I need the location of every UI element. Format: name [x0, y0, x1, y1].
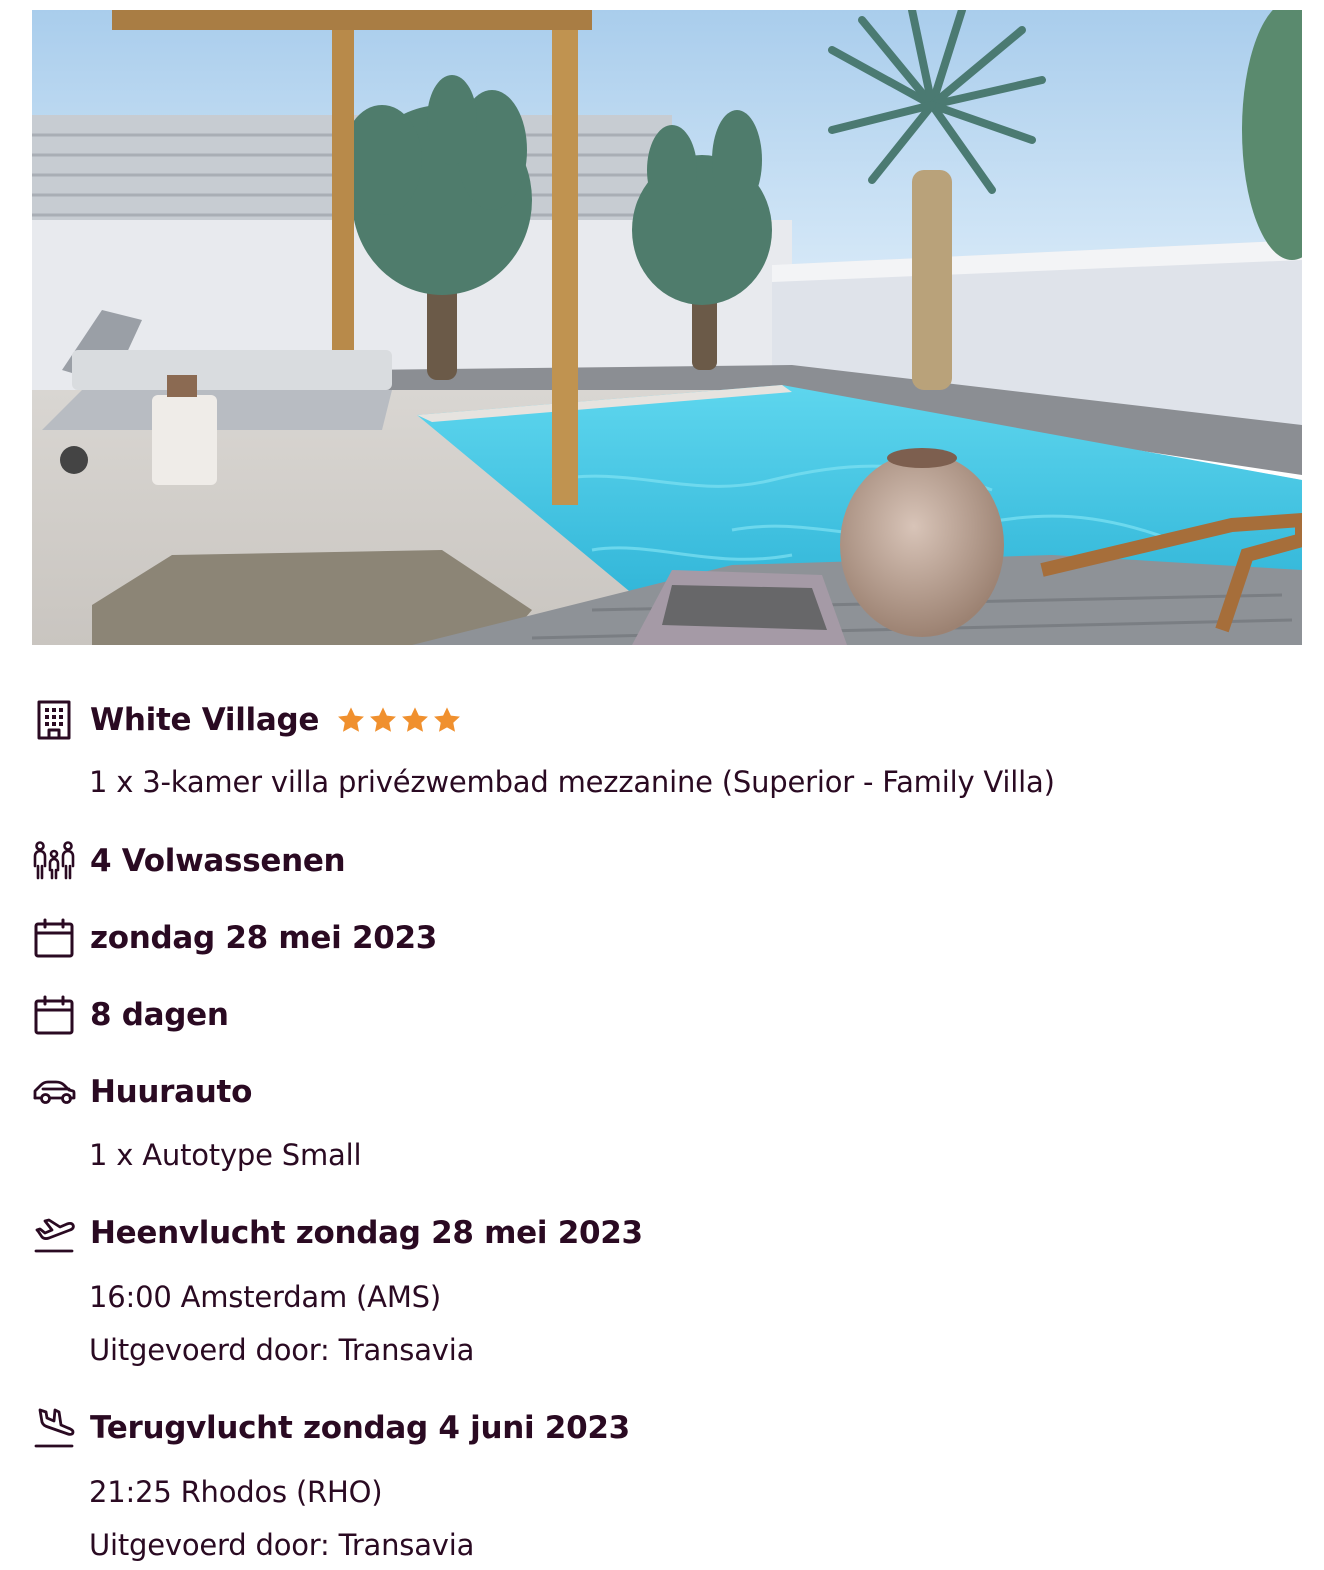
- star-icon: [367, 704, 399, 736]
- return-operator: Uitgevoerd door: Transavia: [89, 1528, 475, 1562]
- star-icon: [431, 704, 463, 736]
- building-icon: [32, 697, 78, 743]
- outbound-operator: Uitgevoerd door: Transavia: [89, 1333, 475, 1367]
- plane-landing-icon: [32, 1405, 78, 1451]
- outbound-time-place: 16:00 Amsterdam (AMS): [89, 1280, 441, 1314]
- car-detail: 1 x Autotype Small: [89, 1138, 362, 1172]
- star-icon: [399, 704, 431, 736]
- travelers-row: [32, 838, 345, 884]
- hotel-photo[interactable]: [32, 10, 1302, 645]
- room-description: 1 x 3-kamer villa privézwembad mezzanine (Superior - Family Villa): [89, 765, 1055, 799]
- hotel-name[interactable]: White Village: [90, 702, 320, 738]
- duration-row: [32, 992, 229, 1038]
- travelers-label: 4 Volwassenen: [90, 843, 346, 879]
- calendar-icon: [32, 915, 78, 961]
- car-label: Huurauto: [90, 1074, 253, 1110]
- return-label: Terugvlucht zondag 4 juni 2023: [90, 1410, 630, 1446]
- outbound-row: [32, 1210, 643, 1256]
- duration-label: 8 dagen: [90, 997, 229, 1033]
- return-time-place: 21:25 Rhodos (RHO): [89, 1475, 383, 1509]
- family-icon: [32, 838, 78, 884]
- departure-date: zondag 28 mei 2023: [90, 920, 438, 956]
- date-row: [32, 915, 437, 961]
- calendar-icon: [32, 992, 78, 1038]
- hotel-row: [32, 697, 463, 743]
- outbound-label: Heenvlucht zondag 28 mei 2023: [90, 1215, 643, 1251]
- star-rating: [335, 704, 463, 736]
- car-row: [32, 1069, 252, 1115]
- return-row: [32, 1405, 630, 1451]
- plane-takeoff-icon: [32, 1210, 78, 1256]
- star-icon: [335, 704, 367, 736]
- car-icon: [32, 1069, 78, 1115]
